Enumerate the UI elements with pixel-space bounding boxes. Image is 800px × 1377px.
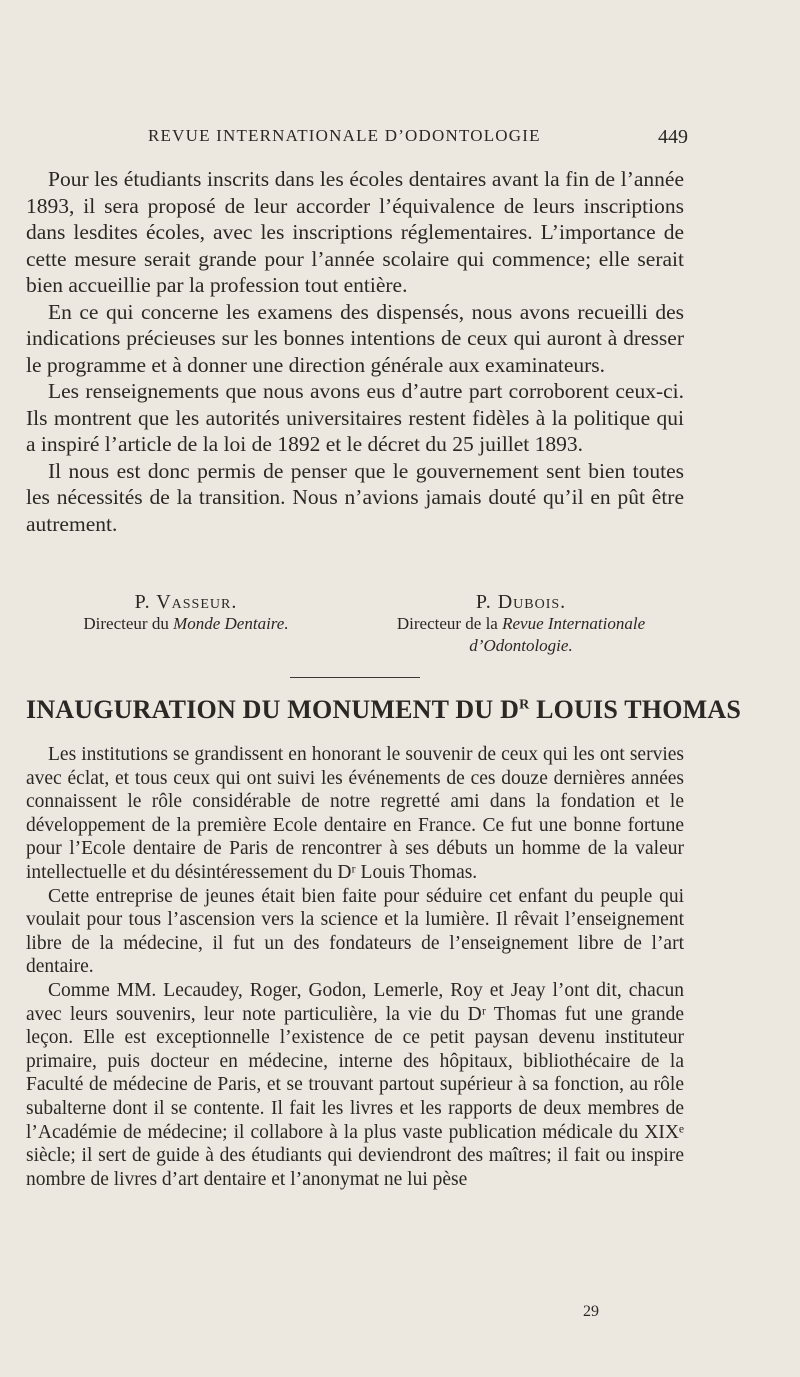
- signatory-role-continued: d’Odontologie.: [469, 636, 573, 655]
- paragraph: Les institutions se grandissent en honorant le souvenir de ceux qui les ont servies avec éclat, et tous ceux qui ont suivi les événements de ces douze dernières années connaissent le rôle considérable de notre regretté ami dans la fondation et le développement de la première Ecole dentaire en France. Ce fut une bonne fortune pour l’Ecole dentaire de Paris de rencontrer à ses débuts un homme de la valeur intellectuelle et du désintéressement du Dʳ Louis Thomas.: [26, 744, 684, 883]
- signature-mark: 29: [583, 1303, 599, 1320]
- running-head: [148, 126, 688, 146]
- section-heading: INAUGURATION DU MONUMENT DU $D^R$ LOUIS THOMAS: [26, 695, 741, 724]
- section-divider: [290, 677, 420, 678]
- running-title: REVUE INTERNATIONALE D’ODONTOLOGIE: [148, 126, 541, 145]
- signatory-name: P. Dubois.: [475, 591, 567, 613]
- signature-vasseur: [36, 591, 336, 635]
- signature-dubois: [361, 591, 681, 657]
- signatory-role: Directeur de la Revue Internationale: [396, 614, 646, 633]
- paragraph: Il nous est donc permis de penser que le gouvernement sent bien toutes les nécessités de la transition. Nous n’avions jamais douté qu’il en pût être autrement.: [26, 458, 684, 536]
- paragraph: Les renseignements que nous avons eus d’autre part corroborent ceux-ci. Ils montrent que les autorités universitaires restent fidèles à la politique qui a inspiré l’article de la loi de 1892 et le décret du 25 juillet 1893.: [26, 379, 684, 456]
- paragraph: Pour les étudiants inscrits dans les écoles dentaires avant la fin de l’année 1893, il sera proposé de leur accorder l’équivalence de leurs inscriptions dans lesdites écoles, avec les inscriptions réglementaires. L’importance de cette mesure serait grande pour l’année scolaire qui commence; elle serait bien accueillie par la profession tout entière.: [26, 167, 684, 297]
- closing-letter-body: [26, 166, 684, 537]
- signatory-name: P. Vasseur.: [134, 591, 238, 613]
- page-number: 449: [658, 126, 688, 148]
- paragraph: Cette entreprise de jeunes était bien faite pour séduire cet enfant du peuple qui voulait pour tous l’ascension vers la science et la lumière. Il rêvait l’enseignement libre de la médecine, il fut un des fondateurs de l’enseignement libre de l’art dentaire.: [26, 885, 684, 978]
- paragraph: Comme MM. Lecaudey, Roger, Godon, Lemerle, Roy et Jeay l’ont dit, chacun avec leurs souvenirs, leur note particulière, la vie du Dʳ Thomas fut une grande leçon. Elle est exceptionnelle l’existence de ce petit paysan devenu instituteur primaire, puis docteur en médecine, interne des hôpitaux, bibliothécaire de la Faculté de médecine de Paris, et se trouvant partout supérieur à sa fonction, au rôle subalterne dont il se contente. Il fait les livres et les rapports de deux membres de l’Académie de médecine; il collabore à la plus vaste publication médicale du XIXᵉ siècle; il sert de guide à des étudiants qui deviendront des maîtres; il fait ou inspire nombre de livres d’art dentaire et l’anonymat ne lui pèse: [26, 979, 684, 1190]
- signatory-role: Directeur du Monde Dentaire.: [83, 614, 289, 633]
- article-body: [26, 743, 684, 1191]
- paragraph: En ce qui concerne les examens des dispensés, nous avons recueilli des indications précieuses sur les bonnes intentions de ceux qui auront à dresser le programme et à donner une direction générale aux examinateurs.: [26, 299, 684, 377]
